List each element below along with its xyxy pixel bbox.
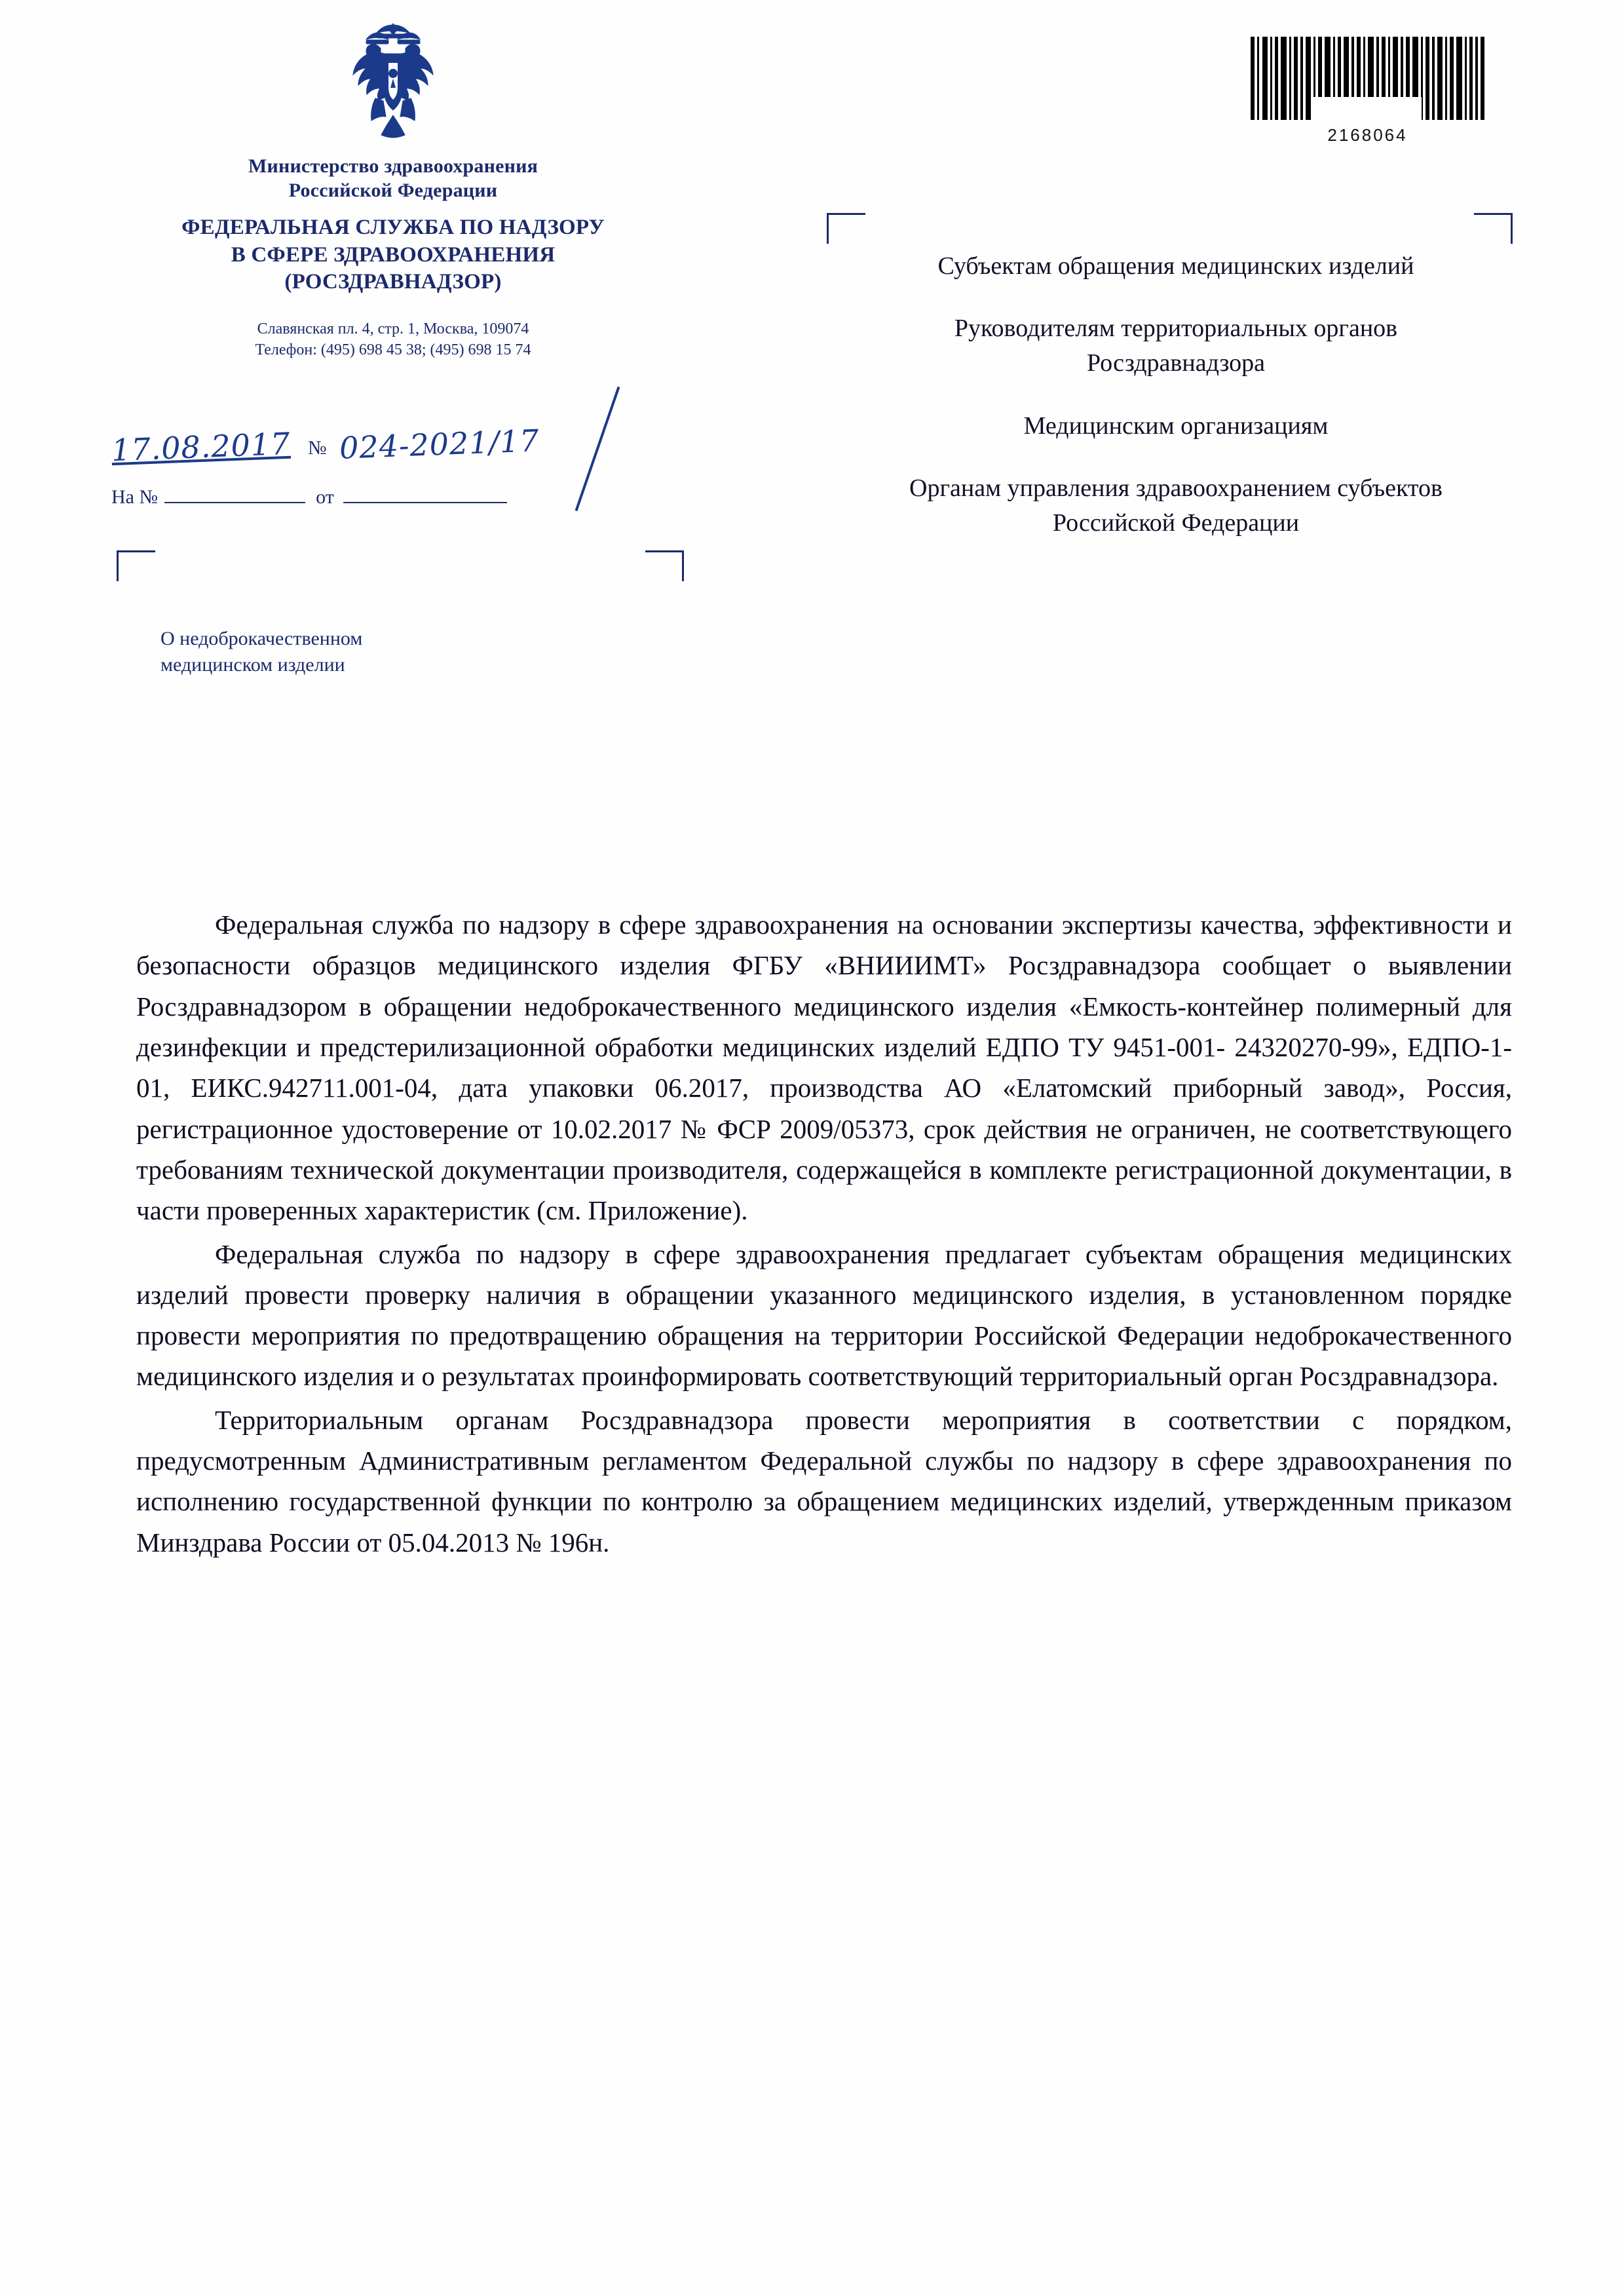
reply-prefix-label: На № <box>111 486 159 508</box>
barcode-icon <box>1248 34 1487 123</box>
addressee-line-2: Руководителям территориальных органов Росздравнадзора <box>954 315 1398 377</box>
reply-number-blank <box>164 485 305 503</box>
outgoing-date-handwritten: 17.08.2017 <box>111 425 292 469</box>
body-paragraph-2: Федеральная служба по надзору в сфере здравоохранения предлагает субъектам обращения медицинских изделий провести проверку наличия в обращении указанного медицинского изделия, в установленном порядке провести мероприятия по предотвращению обращения на территории Российской Федерации недоброкачественного медицинского изделия и о результатах проинформировать соответствующий территориальный орган Росздравнадзора. <box>136 1238 1512 1392</box>
phone-numbers: Телефон: (495) 698 45 38; (495) 698 15 74 <box>255 341 531 359</box>
letter-body <box>136 904 1512 1563</box>
addressee-line-4: Органам управления здравоохранением субъектов Российской Федерации <box>909 474 1443 537</box>
ministry-line-1: Министерство здравоохранения <box>248 155 538 177</box>
agency-line-2: В СФЕРЕ ЗДРАВООХРАНЕНИЯ <box>231 242 556 267</box>
reply-reference-line <box>111 485 507 508</box>
addressee-bracket-right <box>1474 213 1513 244</box>
outgoing-number-handwritten: 024-2021/17 <box>339 423 540 466</box>
reply-from-label: от <box>316 486 334 508</box>
postal-address: Славянская пл. 4, стр. 1, Москва, 109074 <box>257 320 529 337</box>
subject-line-2: медицинском изделии <box>161 654 345 676</box>
reply-date-blank <box>343 485 507 503</box>
addressee-line-1: Субъектам обращения медицинских изделий <box>937 252 1414 280</box>
russian-coat-of-arms-icon <box>337 20 449 151</box>
addressee-line-3: Медицинским организациям <box>1023 411 1329 440</box>
barcode-block <box>1248 34 1487 145</box>
subject-bracket-right <box>645 550 684 581</box>
ministry-name <box>98 155 688 202</box>
subject-block <box>161 626 632 678</box>
agency-line-1: ФЕДЕРАЛЬНАЯ СЛУЖБА ПО НАДЗОРУ <box>181 216 605 240</box>
agency-line-3: (РОСЗДРАВНАДЗОР) <box>284 270 502 294</box>
subject-line-1: О недоброкачественном <box>161 628 363 649</box>
requisites-line <box>111 423 701 495</box>
ministry-line-2: Российской Федерации <box>288 179 498 201</box>
subject-bracket-left <box>117 550 155 581</box>
addressee-bracket-left <box>827 213 865 244</box>
letterhead-contacts <box>98 318 688 361</box>
number-symbol: № <box>308 437 327 459</box>
body-paragraph-1: Федеральная служба по надзору в сфере здравоохранения на основании экспертизы качества, эффективности и безопасности образцов медицинского изделия ФГБУ «ВНИИИМТ» Росздравнадзора сообщает о выявлении Росздравнадзором в обращении недоброкачественного медицинского изделия «Емкость-контейнер полимерный для дезинфекции и предстерилизационной обработки медицинских изделий ЕДПО ТУ 9451-001- 24320270-99», ЕДПО-1-01, ЕИКС.942711.001-04, дата упаковки 06.2017, производства АО «Елатомский приборный завод», Россия, регистрационное удостоверение от 10.02.2017 № ФСР 2009/05373, срок действия не ограничен, не соответствующего требованиям технической документации производителя, содержащейся в комплекте регистрационной документации, в части проверенных характеристик (см. Приложение). <box>136 909 1512 1226</box>
letterhead <box>98 20 688 361</box>
barcode-number: 2168064 <box>1327 125 1408 145</box>
addressee-block <box>871 249 1481 541</box>
body-paragraph-3: Территориальным органам Росздравнадзора провести мероприятия в соответствии с порядком, предусмотренным Административным регламентом Федеральной службы по надзору в сфере здравоохранения по исполнению государственной функции по контролю за обращением медицинских изделий, утвержденным приказом Минздрава России от 05.04.2013 № 196н. <box>136 1404 1512 1558</box>
agency-name <box>98 214 688 296</box>
pen-stroke-decoration <box>575 387 620 511</box>
